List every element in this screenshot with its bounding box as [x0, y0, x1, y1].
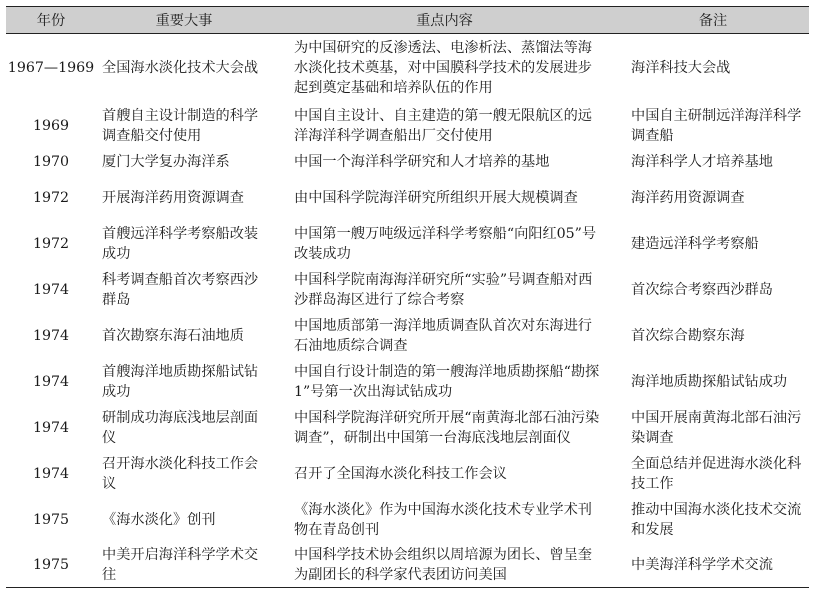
event-cell: 首次勘察东海石油地质 — [102, 327, 244, 344]
year-cell: 1974 — [32, 327, 70, 344]
table-row — [6, 543, 809, 588]
note-cell: 首次综合勘察东海 — [631, 327, 745, 344]
year-cell: 1974 — [32, 419, 70, 436]
year-cell: 1974 — [32, 465, 70, 482]
note-cell: 建造远洋科学考察船 — [631, 235, 759, 252]
event-cell: 开展海洋药用资源调查 — [102, 189, 244, 206]
content-cell: 中国科学院南海海洋研究所“实验”号调查船对西沙群岛海区进行了综合考察 — [294, 271, 593, 308]
event-cell: 研制成功海底浅地层剖面仪 — [102, 409, 259, 446]
content-cell: 中国地质部第一海洋地质调查队首次对东海进行石油地质综合调查 — [294, 317, 592, 354]
event-cell: 首艘自主设计制造的科学调查船交付使用 — [102, 107, 259, 144]
table-row — [6, 451, 809, 497]
table-row — [6, 497, 809, 543]
table-row — [6, 405, 809, 451]
content-cell: 中国自行设计制造的第一艘海洋地质勘探船“勘探1”号第一次出海试钻成功 — [294, 363, 600, 400]
header-year: 年份 — [6, 7, 96, 34]
event-cell: 全国海水淡化技术大会战 — [102, 59, 259, 76]
content-cell: 中国科学技术协会组织以周培源为团长、曾呈奎为副团长的科学家代表团访问美国 — [272, 543, 617, 588]
event-cell: 《海水淡化》创刊 — [102, 511, 216, 528]
content-cell: 召开了全国海水淡化科技工作会议 — [294, 465, 507, 482]
year-cell: 1972 — [32, 235, 70, 252]
content-cell: 中国自主设计、自主建造的第一艘无限航区的远洋海洋科学调查船出厂交付使用 — [294, 107, 592, 144]
note-cell: 海洋科学人才培养基地 — [631, 154, 773, 170]
year-cell: 1975 — [32, 511, 70, 528]
event-cell: 厦门大学复办海洋系 — [102, 154, 230, 170]
year-cell: 1972 — [32, 189, 70, 206]
note-cell: 海洋药用资源调查 — [631, 189, 745, 206]
header-content: 重点内容 — [272, 7, 617, 34]
table-row — [6, 221, 809, 267]
table-row — [6, 359, 809, 405]
event-cell: 首艘海洋地质勘探船试钻成功 — [102, 363, 259, 400]
year-cell: 1970 — [32, 154, 70, 170]
year-cell: 1974 — [32, 281, 70, 298]
table-row — [6, 175, 809, 221]
table-row — [6, 34, 809, 102]
note-cell: 中国开展南黄海北部石油污染调查 — [631, 409, 802, 446]
table-row — [6, 313, 809, 359]
year-cell: 1974 — [32, 373, 70, 390]
table-row — [6, 102, 809, 150]
header-row — [6, 7, 809, 34]
content-cell: 中国第一艘万吨级远洋科学考察船“向阳红05”号改装成功 — [294, 225, 597, 262]
year-cell: 1967—1969 — [7, 59, 95, 76]
note-cell: 首次综合考察西沙群岛 — [631, 281, 773, 298]
content-cell: 中国一个海洋科学研究和人才培养的基地 — [294, 154, 550, 170]
table-body — [6, 34, 809, 588]
table-container — [6, 6, 809, 588]
event-cell: 召开海水淡化科技工作会议 — [102, 455, 259, 492]
note-cell: 中国自主研制远洋海洋科学调查船 — [631, 107, 802, 144]
table-row — [6, 150, 809, 175]
content-cell: 中国科学院海洋研究所开展“南黄海北部石油污染调查”，研制出中国第一台海底浅地层剖面仪 — [294, 409, 600, 446]
event-cell: 中美开启海洋科学学术交往 — [96, 543, 272, 588]
table-header — [6, 7, 809, 34]
event-cell: 首艘远洋科学考察船改装成功 — [102, 225, 259, 262]
year-cell: 1969 — [32, 117, 70, 134]
note-cell: 推动中国海水淡化技术交流和发展 — [631, 501, 802, 538]
table-row — [6, 267, 809, 313]
event-cell: 科考调查船首次考察西沙群岛 — [102, 271, 259, 308]
header-note: 备注 — [617, 7, 809, 34]
note-cell: 中美海洋科学学术交流 — [617, 543, 809, 588]
note-cell: 海洋地质勘探船试钻成功 — [631, 373, 788, 390]
content-cell: 为中国研究的反渗透法、电渗析法、蒸馏法等海水淡化技术奠基，对中国膜科学技术的发展进步起到奠定基础和培养队伍的作用 — [294, 39, 592, 96]
content-cell: 《海水淡化》作为中国海水淡化技术专业学术刊物在青岛创刊 — [294, 501, 592, 538]
content-cell: 由中国科学院海洋研究所组织开展大规模调查 — [294, 189, 578, 206]
note-cell: 全面总结并促进海水淡化科技工作 — [631, 455, 802, 492]
year-cell: 1975 — [6, 543, 96, 588]
note-cell: 海洋科技大会战 — [631, 59, 731, 76]
events-table — [6, 6, 809, 588]
header-event: 重要大事 — [96, 7, 272, 34]
